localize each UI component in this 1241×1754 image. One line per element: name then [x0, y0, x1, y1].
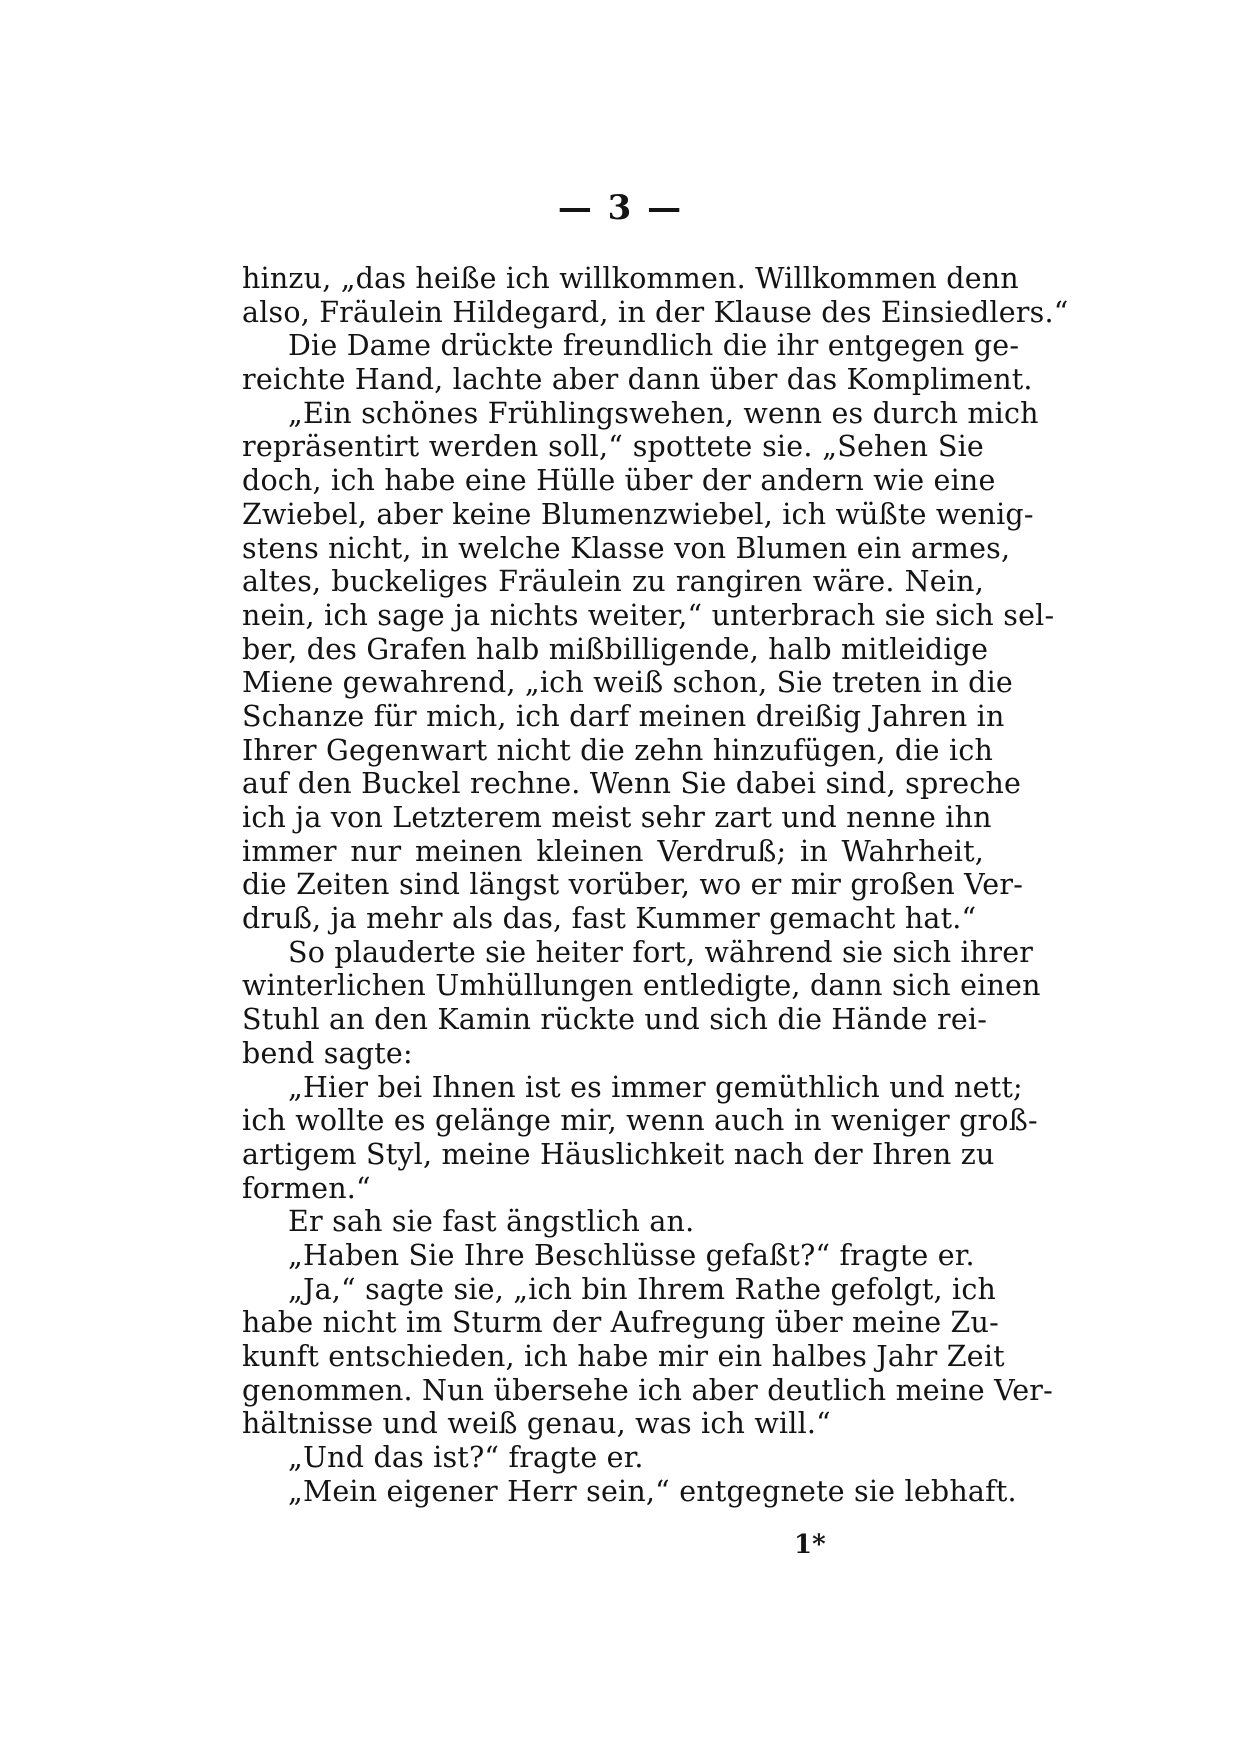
text-line: ich ja von Letzterem meist sehr zart und nenne ihn [242, 801, 992, 834]
text-line: artigem Styl, meine Häuslichkeit nach der Ihren zu [242, 1137, 995, 1171]
text-line: „Mein eigener Herr sein,“ entgegnete sie lebhaft. [288, 1474, 1017, 1508]
text-line: nein, ich sage ja nichts weiter,“ unterbrach sie sich sel- [242, 598, 1055, 632]
page-number: — 3 — [557, 188, 684, 228]
text-line: ich wollte es gelänge mir, wenn auch in weniger groß- [242, 1104, 1038, 1138]
text-line: hältnisse und weiß genau, was ich will.“ [242, 1407, 831, 1441]
text-line: „Und das ist?“ fragte er. [288, 1441, 644, 1475]
text-line: winterlichen Umhüllungen entledigte, dann sich einen [242, 969, 1041, 1003]
text-line: altes, buckeliges Fräulein zu rangiren wäre. Nein, [242, 565, 984, 599]
text-line: auf den Buckel rechne. Wenn Sie dabei sind, spreche [242, 767, 1022, 801]
text-line: bend sagte: [242, 1036, 413, 1070]
text-line: also, Fräulein Hildegard, in der Klause des Einsiedlers.“ [242, 295, 1069, 329]
text-line: Er sah sie fast ängstlich an. [288, 1205, 695, 1239]
text-line: genommen. Nun übersehe ich aber deutlich meine Ver- [242, 1373, 1053, 1407]
text-line: die Zeiten sind längst vorüber, wo er mir großen Ver- [242, 868, 1024, 902]
text-line: „Hier bei Ihnen ist es immer gemüthlich und nett; [288, 1070, 1023, 1104]
text-line: Die Dame drückte freundlich die ihr entgegen ge- [288, 329, 1020, 363]
text-line: „Ja,“ sagte sie, „ich bin Ihrem Rathe gefolgt, ich [288, 1272, 997, 1306]
text-line: formen.“ [242, 1171, 371, 1205]
text-line: „Haben Sie Ihre Beschlüsse gefaßt?“ fragte er. [288, 1238, 975, 1272]
text-line: Zwiebel, aber keine Blumenzwiebel, ich wüßte wenig- [242, 497, 1034, 531]
text-line: stens nicht, in welche Klasse von Blumen ein armes, [242, 531, 1011, 565]
text-line: druß, ja mehr als das, fast Kummer gemacht hat.“ [242, 902, 977, 936]
text-line: repräsentirt werden soll,“ spottete sie. „Sehen Sie [242, 430, 984, 464]
text-line: „Ein schönes Frühlingswehen, wenn es durch mich [288, 396, 1039, 430]
text-line: reichte Hand, lachte aber dann über das Kompliment. [242, 363, 1033, 397]
text-line: Stuhl an den Kamin rückte und sich die Hände rei- [242, 1003, 988, 1037]
text-line: immer nur meinen kleinen Verdruß; in Wahrheit, [242, 834, 984, 868]
text-line: Ihrer Gegenwart nicht die zehn hinzufügen, die ich [242, 733, 994, 767]
text-line: kunft entschieden, ich habe mir ein halbes Jahr Zeit [242, 1340, 1005, 1373]
text-line: So plauderte sie heiter fort, während sie sich ihrer [288, 935, 1034, 969]
text-line: Schanze für mich, ich darf meinen dreißig Jahren in [242, 699, 1005, 733]
text-line: hinzu, „das heiße ich willkommen. Willkommen denn [242, 262, 1019, 295]
text-line: Miene gewahrend, „ich weiß schon, Sie treten in die [242, 666, 1014, 700]
body-text [242, 262, 1069, 1508]
text-line: ber, des Grafen halb mißbilligende, halb mitleidige [242, 632, 989, 666]
signature-mark: 1* [794, 1530, 826, 1560]
text-line: doch, ich habe eine Hülle über der andern wie eine [242, 464, 996, 498]
text-line: habe nicht im Sturm der Aufregung über meine Zu- [242, 1306, 999, 1340]
